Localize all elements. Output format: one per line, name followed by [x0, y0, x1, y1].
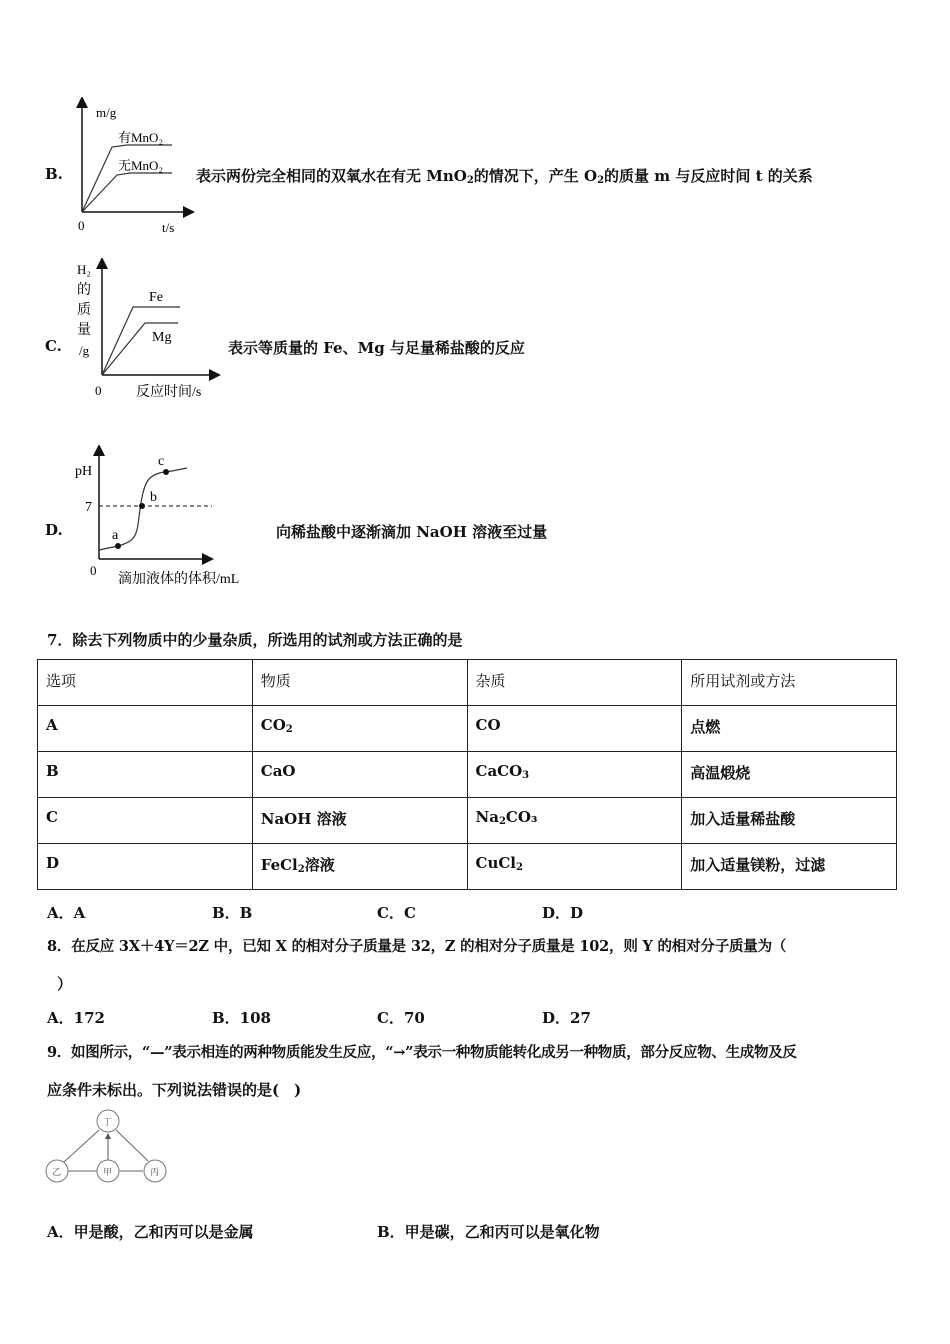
q7-choice-d[interactable]: D．D [542, 904, 584, 922]
origin-label: 0 [90, 563, 97, 578]
q9-stem-line1: 9．如图所示，“—”表示相连的两种物质能发生反应，“→”表示一种物质能转化成另一种物质，部分反应物、生成物及反 [47, 1044, 797, 1061]
q8-choice-a[interactable]: A．172 [47, 1009, 105, 1027]
point-b-label: b [150, 490, 157, 505]
q8-stem-line1: 8．在反应 3X＋4Y＝2Z 中，已知 X 的相对分子质量是 32，Z 的相对分子质量是 102，则 Y 的相对分子质量为（ [47, 938, 787, 955]
ref-value-label: 7 [85, 500, 92, 515]
header-method: 所用试剂或方法 [682, 660, 897, 706]
x-axis-label: 滴加液体的体积/mL [118, 572, 240, 587]
q9-choice-a[interactable]: A．甲是酸，乙和丙可以是金属 [47, 1223, 254, 1241]
cell-impurity: CuCl$_2$ [467, 844, 682, 890]
option-d-description: 向稀盐酸中逐渐滴加 NaOH 溶液至过量 [276, 523, 548, 541]
link-yi-ding [63, 1130, 99, 1163]
cell-method: 加入适量镁粉，过滤 [682, 844, 897, 890]
node-bing-label: 丙 [150, 1167, 160, 1177]
cell-option: A [38, 706, 253, 752]
q7-table [37, 659, 897, 890]
x-axis-label: t/s [162, 220, 175, 235]
cell-substance: NaOH 溶液 [252, 798, 467, 844]
q9-relation-diagram [40, 1103, 175, 1191]
option-d-label: D. [45, 521, 63, 539]
curve-without-mno2 [82, 173, 172, 212]
table-header-row [38, 660, 897, 706]
option-b-description: 表示两份完全相同的双氧水在有无 MnO$_2$的情况下，产生 $O_2$的质量 m 与反应时间 t 的关系 [196, 167, 813, 186]
point-c-label: c [158, 454, 165, 469]
q8-choice-b[interactable]: B．108 [212, 1009, 271, 1027]
x-axis-label: 反应时间/s [136, 385, 202, 400]
option-b-label: B. [45, 165, 63, 183]
header-substance: 物质 [252, 660, 467, 706]
cell-option: B [38, 752, 253, 798]
cell-method: 点燃 [682, 706, 897, 752]
node-ding-label: 丁 [103, 1117, 113, 1127]
q8-choice-d[interactable]: D．27 [542, 1009, 591, 1027]
option-d-chart [72, 445, 272, 590]
header-option: 选项 [38, 660, 253, 706]
curve-with-mno2 [82, 145, 172, 212]
q7-choice-b[interactable]: B．B [212, 904, 253, 922]
y-axis-label-1: H₂ [77, 262, 91, 277]
y-axis-label-4: 量 [77, 323, 91, 338]
origin-label: 0 [95, 383, 102, 398]
y-axis-label-2: 的 [77, 283, 91, 298]
cell-method: 加入适量稀盐酸 [682, 798, 897, 844]
option-c-chart [72, 258, 232, 403]
q7-choice-c[interactable]: C．C [377, 904, 416, 922]
q7-stem: 7．除去下列物质中的少量杂质，所选用的试剂或方法正确的是 [47, 631, 463, 649]
q8-stem-line2: ） [57, 975, 73, 993]
y-axis-label-5: /g [79, 343, 90, 358]
header-impurity: 杂质 [467, 660, 682, 706]
point-a [115, 543, 121, 549]
y-axis-label-3: 质 [77, 303, 91, 318]
q9-choice-b[interactable]: B．甲是碳，乙和丙可以是氧化物 [377, 1223, 600, 1241]
table-row [38, 752, 897, 798]
point-a-label: a [112, 528, 119, 543]
origin-label: 0 [78, 218, 85, 233]
curve-mg-label: Mg [152, 330, 172, 345]
q7-choice-a[interactable]: A．A [47, 904, 86, 922]
option-c-label: C. [45, 337, 62, 355]
node-jia-label: 甲 [103, 1167, 113, 1177]
table-row [38, 798, 897, 844]
table-row [38, 706, 897, 752]
link-ding-bing [116, 1130, 148, 1161]
cell-option: D [38, 844, 253, 890]
node-yi-label: 乙 [52, 1167, 62, 1177]
cell-impurity: CO [467, 706, 682, 752]
curve-fe-label: Fe [149, 290, 163, 305]
y-axis-label: pH [75, 464, 93, 479]
option-c-description: 表示等质量的 Fe、Mg 与足量稀盐酸的反应 [228, 339, 525, 357]
cell-substance: $CO_2$ [252, 706, 467, 752]
cell-impurity: $Na_2CO_3$ [467, 798, 682, 844]
cell-method: 高温煅烧 [682, 752, 897, 798]
q9-stem-line2: 应条件未标出。下列说法错误的是( ) [47, 1081, 302, 1099]
point-b [139, 503, 145, 509]
cell-option: C [38, 798, 253, 844]
curve2-label: 无MnO₂ [118, 158, 163, 173]
cell-impurity: CaCO$_3$ [467, 752, 682, 798]
q8-choice-c[interactable]: C．70 [377, 1009, 425, 1027]
option-b-chart [72, 97, 197, 237]
cell-substance: CaO [252, 752, 467, 798]
table-row [38, 844, 897, 890]
cell-substance: FeCl$_2$溶液 [252, 844, 467, 890]
point-c [163, 469, 169, 475]
curve1-label: 有MnO₂ [118, 130, 163, 145]
y-axis-label: m/g [96, 105, 117, 120]
